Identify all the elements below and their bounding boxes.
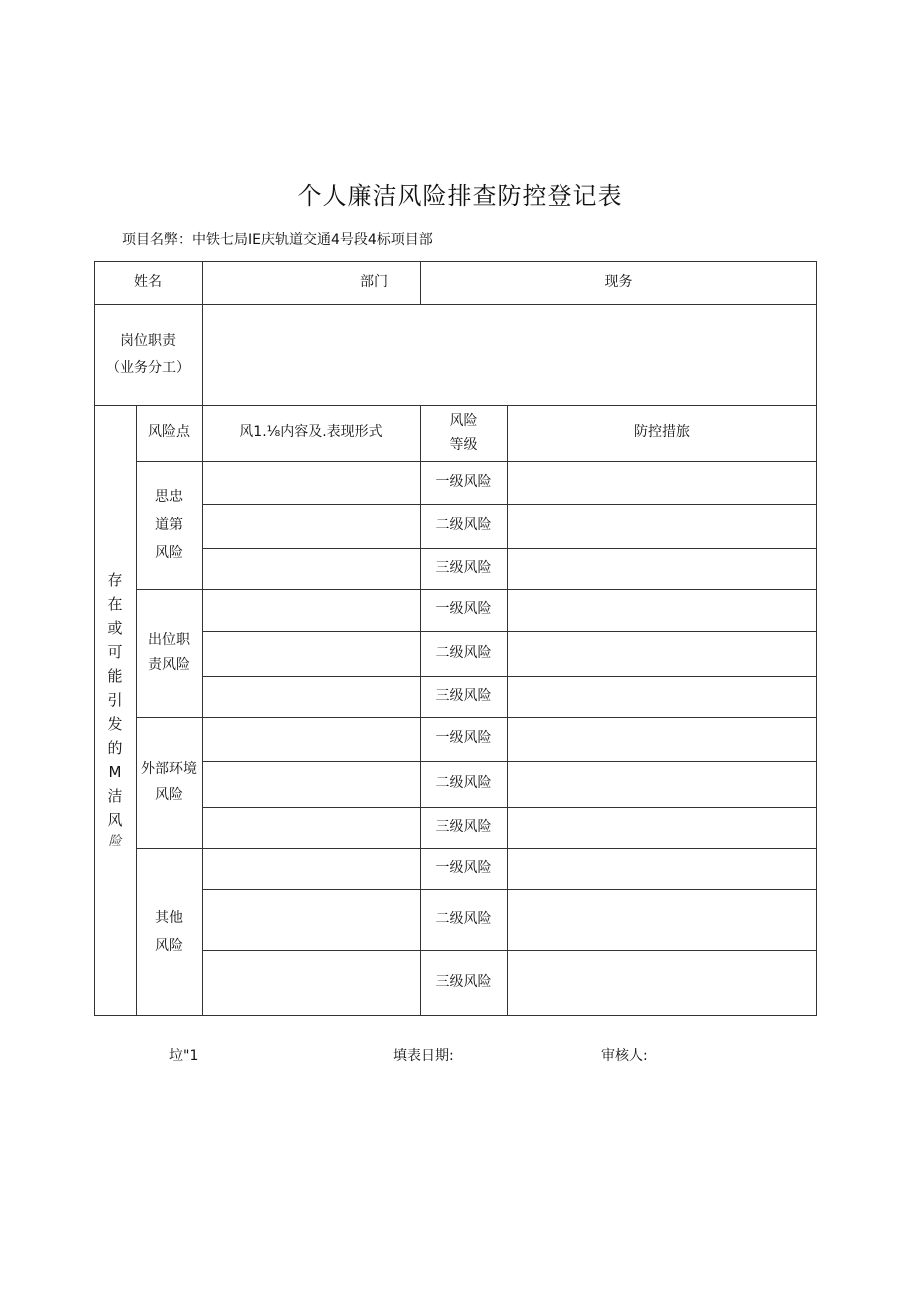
side-label	[94, 405, 136, 1016]
level-label: 三级风险	[435, 973, 492, 990]
level-label: 一级风险	[435, 473, 492, 490]
position-label: 现务	[604, 274, 633, 291]
level-label: 一级风险	[435, 730, 492, 747]
duty-value[interactable]	[202, 305, 817, 405]
side-char: 在	[107, 595, 123, 614]
level-label: 三级风险	[435, 687, 492, 704]
level-label: 三级风险	[435, 818, 492, 835]
side-char: 引	[107, 691, 123, 710]
side-char: 洁	[107, 787, 123, 806]
project-name: 项目名弊：中铁七局IE庆轨道交通4号段4标项目部	[122, 232, 433, 248]
side-char: 发	[107, 715, 123, 734]
content-header: 风1.⅛内容及.表现形式	[239, 424, 383, 441]
level-label: 二级风险	[435, 775, 492, 792]
side-char: 能	[107, 667, 123, 686]
side-char: 的	[107, 739, 123, 758]
duty-label-line2: （业务分工）	[106, 360, 190, 376]
form-title: 个人廉洁风险排查防控登记表	[297, 182, 623, 210]
level-label: 二级风险	[435, 910, 492, 927]
side-char: 险	[108, 834, 122, 850]
duty-label-line1: 岗位职责	[120, 333, 176, 350]
level-label: 一级风险	[435, 859, 492, 876]
level-label: 一级风险	[435, 601, 492, 618]
side-char: 可	[107, 643, 123, 662]
risk-point-header: 风险点	[148, 424, 190, 441]
category-line: 道第	[155, 517, 183, 533]
side-char: M	[108, 763, 122, 782]
level-header	[420, 405, 507, 461]
filler-label: 垃"1	[169, 1048, 199, 1064]
category-external	[136, 717, 202, 848]
category-other	[136, 848, 202, 1015]
category-line: 其他	[155, 909, 183, 926]
reviewer-label: 审核人:	[601, 1048, 648, 1064]
category-line: 责风险	[148, 657, 190, 673]
side-char: 存	[107, 571, 123, 590]
registration-table	[94, 261, 817, 1016]
category-duty	[136, 589, 202, 717]
side-char: 风	[107, 811, 123, 830]
category-line: 风险	[155, 545, 183, 561]
level-header-line2: 等级	[449, 437, 478, 453]
name-label: 姓名	[134, 274, 162, 291]
fill-date-label: 填表日期:	[393, 1048, 454, 1064]
category-ideology	[136, 461, 202, 589]
level-label: 三级风险	[435, 559, 492, 576]
level-header-line1: 风险	[449, 412, 478, 429]
measures-header: 防控措旅	[634, 424, 690, 441]
category-line: 思忠	[155, 489, 183, 505]
level-label: 二级风险	[435, 644, 492, 661]
category-line: 外部环境	[141, 761, 197, 778]
department-label: 部门	[360, 274, 388, 291]
category-line: 出位职	[148, 631, 190, 648]
duty-label	[94, 305, 202, 405]
category-line: 风险	[155, 937, 183, 954]
category-line: 风险	[155, 786, 183, 803]
level-label: 二级风险	[435, 517, 492, 534]
side-char: 或	[107, 619, 123, 638]
